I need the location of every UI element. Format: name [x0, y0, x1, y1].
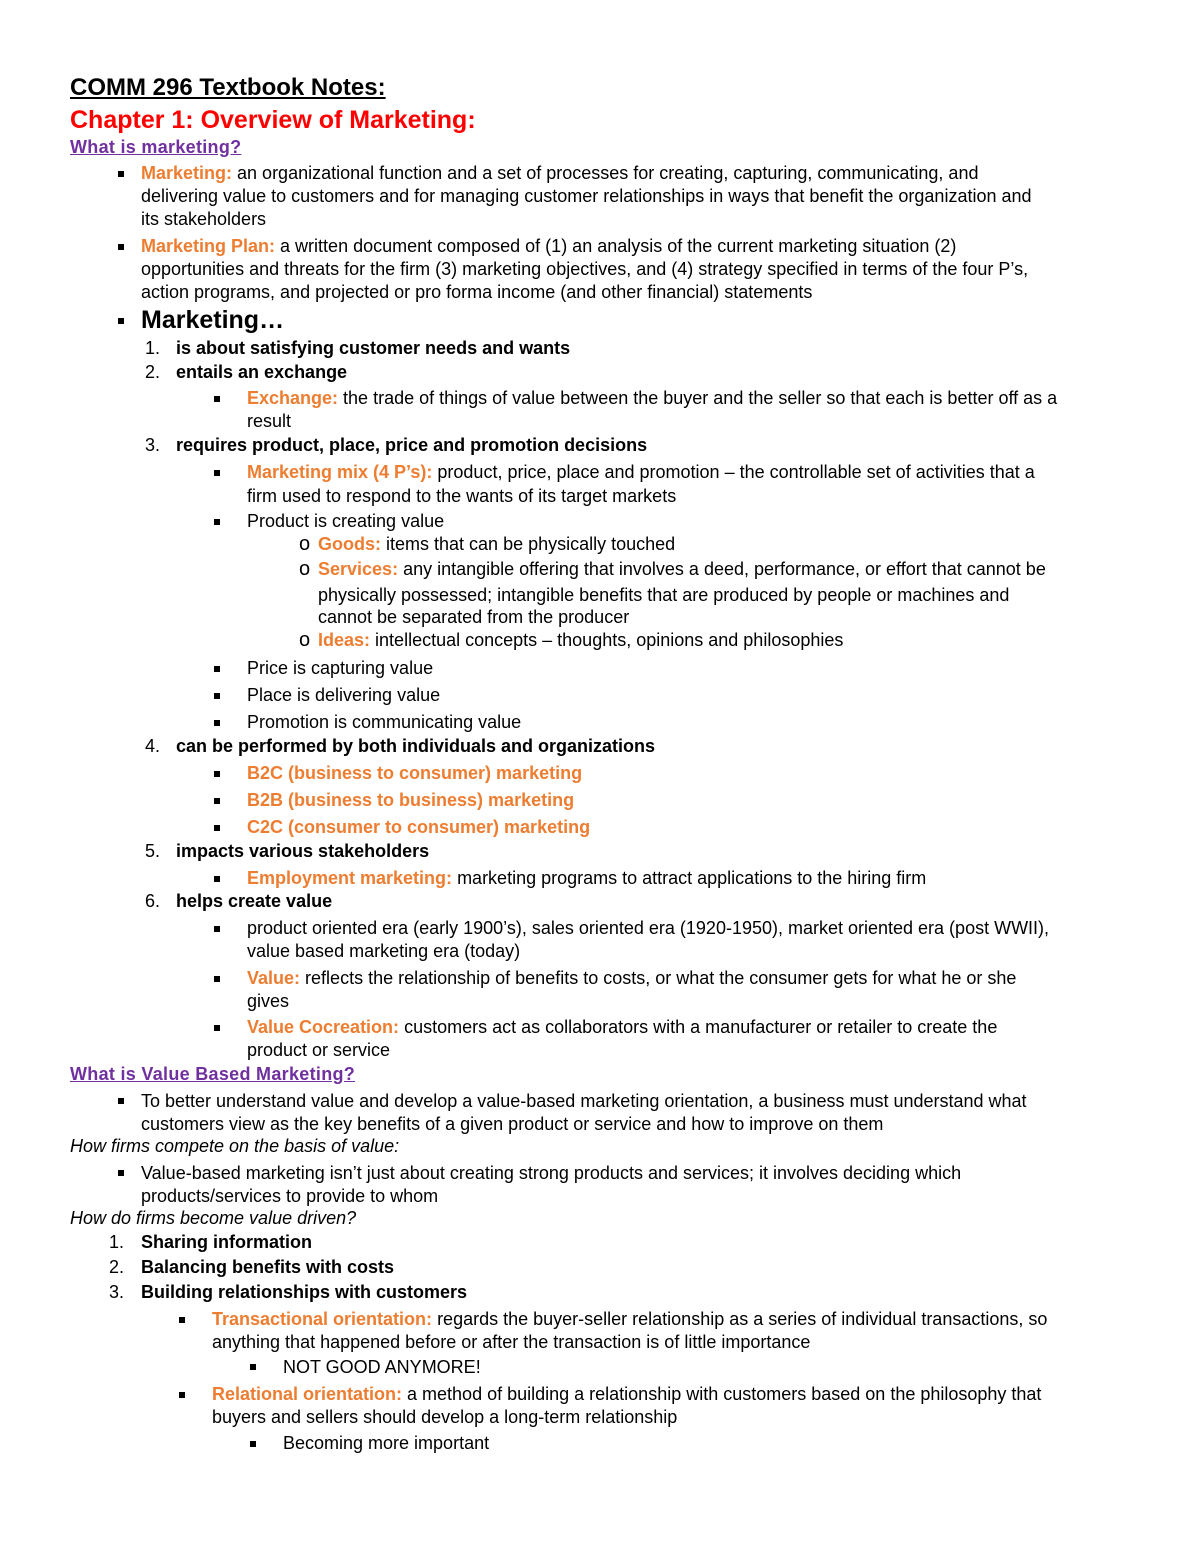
list-item: impacts various stakeholders: [176, 841, 430, 861]
bullet-square-icon: [214, 470, 220, 476]
bullet-circle-icon: o: [299, 533, 311, 555]
bullet-square-icon: [118, 1098, 124, 1104]
term-services: Services:: [318, 559, 399, 579]
list-item: requires product, place, price and promotion decisions: [176, 435, 648, 455]
bullet-square-icon: [118, 171, 124, 177]
term-employment-marketing: Employment marketing:: [247, 868, 453, 888]
marketing-mix-definition: [247, 461, 1035, 484]
relational-orientation-definition: [212, 1383, 1041, 1406]
term-ideas: Ideas:: [318, 630, 371, 650]
term-value-cocreation: Value Cocreation:: [247, 1017, 400, 1037]
term-marketing-plan: Marketing Plan:: [141, 236, 276, 256]
list-item: Sharing information: [141, 1232, 312, 1252]
definition-text: physically possessed; intangible benefits that are produced by people or machines and: [318, 585, 1010, 605]
list-item: customers view as the key benefits of a given product or service and how to improve on them: [141, 1114, 884, 1134]
bullet-square-icon: [214, 693, 220, 699]
term-exchange: Exchange:: [247, 388, 339, 408]
bullet-circle-icon: o: [299, 629, 311, 651]
list-item: products/services to provide to whom: [141, 1186, 439, 1206]
list-item: Value-based marketing isn’t just about creating strong products and services; it involves deciding which: [141, 1163, 962, 1183]
list-number: 1.: [108, 1232, 124, 1252]
definition-text: reflects the relationship of benefits to costs, or what the consumer gets for what he or she: [305, 968, 1017, 988]
bullet-square-icon: [250, 1441, 256, 1447]
value-definition: [247, 967, 1016, 990]
list-item: Becoming more important: [283, 1433, 490, 1453]
list-number: 5.: [144, 841, 160, 861]
definition-text: the trade of things of value between the buyer and the seller so that each is better off as a: [343, 388, 1058, 408]
bullet-circle-icon: o: [299, 558, 311, 580]
definition-text: a method of building a relationship with customers based on the philosophy that: [407, 1384, 1042, 1404]
value-cocreation-definition: [247, 1016, 997, 1039]
definition-text: anything that happened before or after the transaction is of little importance: [212, 1332, 811, 1352]
list-number: 3.: [144, 435, 160, 455]
definition-text: intellectual concepts – thoughts, opinions and philosophies: [375, 630, 844, 650]
bullet-square-icon: [214, 396, 220, 402]
list-item: is about satisfying customer needs and wants: [176, 338, 571, 358]
list-item: Promotion is communicating value: [247, 712, 522, 732]
definition-text: product, price, place and promotion – the controllable set of activities that a: [437, 462, 1035, 482]
subheading-compete: How firms compete on the basis of value:: [70, 1136, 400, 1156]
definition-text: an organizational function and a set of processes for creating, capturing, communicating, and: [237, 163, 979, 183]
list-item: value based marketing era (today): [247, 941, 521, 961]
transactional-orientation-definition: [212, 1308, 1047, 1331]
definition-text: opportunities and threats for the firm (3) marketing objectives, and (4) strategy specified in terms of the four P’s,: [141, 259, 1029, 279]
bullet-square-icon: [214, 825, 220, 831]
bullet-square-icon: [214, 519, 220, 525]
definition-text: any intangible offering that involves a deed, performance, or effort that cannot be: [403, 559, 1046, 579]
definition-text: action programs, and projected or pro forma income (and other financial) statements: [141, 282, 813, 302]
list-item: Balancing benefits with costs: [141, 1257, 395, 1277]
chapter-title: Chapter 1: Overview of Marketing:: [70, 106, 476, 134]
bullet-square-icon: [118, 1170, 124, 1176]
list-item: Product is creating value: [247, 511, 445, 531]
term-marketing-mix: Marketing mix (4 P’s):: [247, 462, 433, 482]
list-number: 2.: [108, 1257, 124, 1277]
list-item: product oriented era (early 1900’s), sales oriented era (1920-1950), market oriented era (post WWII),: [247, 918, 1050, 938]
definition-text: items that can be physically touched: [386, 534, 676, 554]
term-marketing: Marketing:: [141, 163, 233, 183]
term-relational-orientation: Relational orientation:: [212, 1384, 403, 1404]
bullet-square-icon: [214, 1025, 220, 1031]
definition-text: marketing programs to attract applications to the hiring firm: [457, 868, 927, 888]
term-value: Value:: [247, 968, 301, 988]
bullet-square-icon: [214, 771, 220, 777]
marketing-definition: [141, 162, 978, 185]
definition-text: delivering value to customers and for managing customer relationships in ways that benefit the organization and: [141, 186, 1032, 206]
definition-text: result: [247, 411, 292, 431]
list-item: helps create value: [176, 891, 333, 911]
goods-definition: [318, 533, 675, 556]
definition-text: firm used to respond to the wants of its target markets: [247, 486, 677, 506]
definition-text: its stakeholders: [141, 209, 267, 229]
bullet-square-icon: [179, 1317, 185, 1323]
exchange-definition: [247, 387, 1057, 410]
definition-text: customers act as collaborators with a manufacturer or retailer to create the: [404, 1017, 998, 1037]
definition-text: cannot be separated from the producer: [318, 607, 630, 627]
employment-marketing-definition: [247, 867, 926, 890]
term-b2b: B2B (business to business) marketing: [247, 790, 575, 810]
term-transactional-orientation: Transactional orientation:: [212, 1309, 433, 1329]
section-heading-value-based-marketing: What is Value Based Marketing?: [70, 1064, 356, 1084]
bullet-square-icon: [250, 1364, 256, 1370]
bullet-square-icon: [214, 798, 220, 804]
definition-text: gives: [247, 991, 290, 1011]
definition-text: regards the buyer-seller relationship as a series of individual transactions, so: [437, 1309, 1048, 1329]
term-goods: Goods:: [318, 534, 381, 554]
marketing-plan-definition: [141, 235, 956, 258]
list-number: 6.: [144, 891, 160, 911]
list-item: entails an exchange: [176, 362, 348, 382]
list-item: Price is capturing value: [247, 658, 434, 678]
list-item: NOT GOOD ANYMORE!: [283, 1357, 481, 1377]
bullet-square-icon: [214, 926, 220, 932]
bullet-square-icon: [214, 876, 220, 882]
bullet-square-icon: [214, 720, 220, 726]
document-title: COMM 296 Textbook Notes:: [70, 74, 386, 101]
list-item: To better understand value and develop a value-based marketing orientation, a business must understand what: [141, 1091, 1027, 1111]
list-number: 4.: [144, 736, 160, 756]
list-item: Building relationships with customers: [141, 1282, 468, 1302]
ideas-definition: [318, 629, 843, 652]
bullet-square-icon: [179, 1392, 185, 1398]
list-number: 2.: [144, 362, 160, 382]
list-number: 1.: [144, 338, 160, 358]
definition-text: a written document composed of (1) an analysis of the current marketing situation (2): [280, 236, 957, 256]
list-item: can be performed by both individuals and organizations: [176, 736, 656, 756]
term-c2c: C2C (consumer to consumer) marketing: [247, 817, 591, 837]
subheading-value-driven: How do firms become value driven?: [70, 1208, 357, 1228]
list-number: 3.: [108, 1282, 124, 1302]
bullet-square-icon: [118, 318, 124, 324]
definition-text: buyers and sellers should develop a long-term relationship: [212, 1407, 678, 1427]
list-item: Place is delivering value: [247, 685, 441, 705]
section-heading-what-is-marketing: What is marketing?: [70, 137, 242, 157]
bullet-square-icon: [118, 244, 124, 250]
marketing-heading: Marketing…: [141, 306, 285, 334]
bullet-square-icon: [214, 976, 220, 982]
definition-text: product or service: [247, 1040, 391, 1060]
bullet-square-icon: [214, 666, 220, 672]
term-b2c: B2C (business to consumer) marketing: [247, 763, 583, 783]
services-definition: [318, 558, 1046, 581]
